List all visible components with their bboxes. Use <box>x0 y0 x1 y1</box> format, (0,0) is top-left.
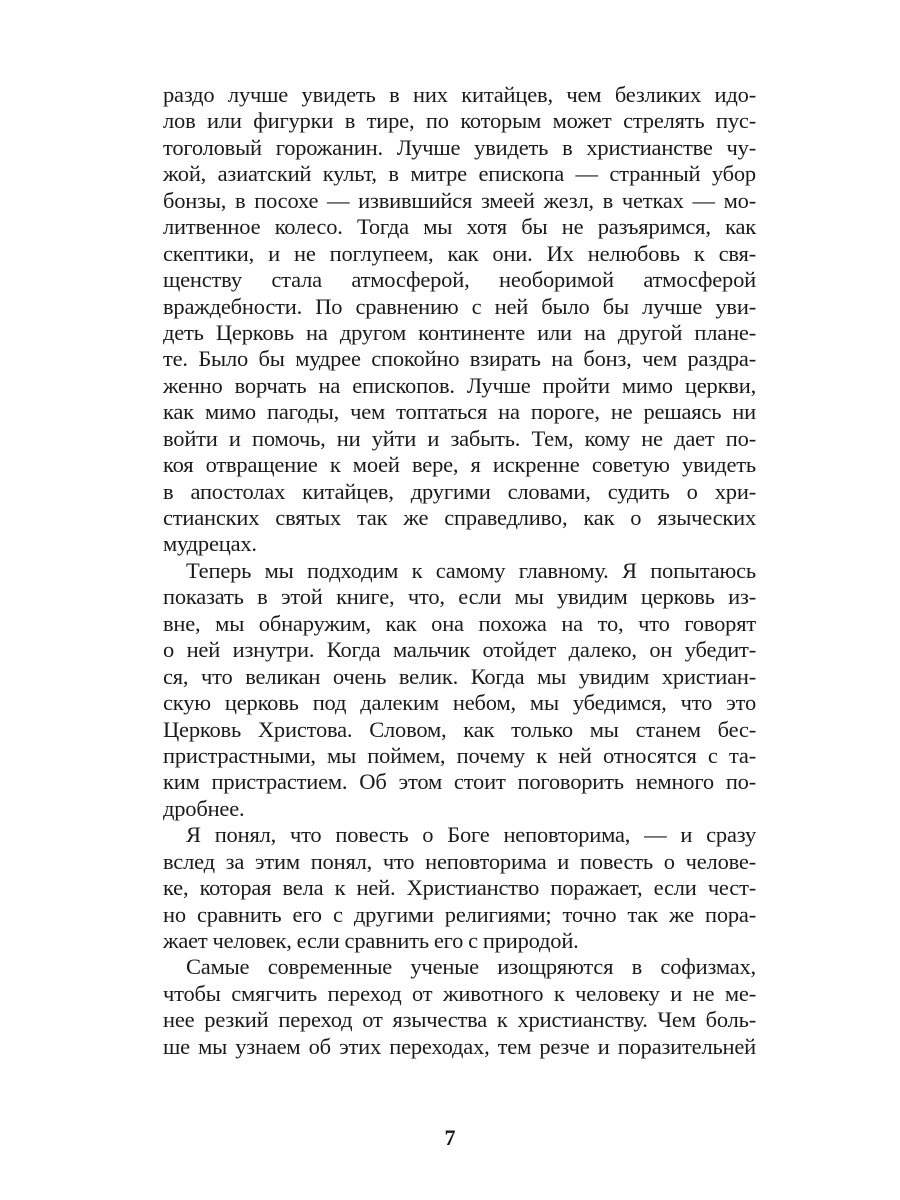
text-line: Я понял, что повесть о Боге неповторима, — и сразу <box>186 822 756 848</box>
text-line: жает человек, если сравнить его с природой. <box>163 928 579 953</box>
text-line: ше мы узнаем об этих переходах, тем резче и поразительней <box>163 1033 756 1059</box>
text-line: те. Было бы мудрее спокойно взирать на бонз, чем раздра- <box>163 346 756 372</box>
text-line: вне, мы обнаружим, как она похожа на то, что говорят <box>163 610 756 636</box>
text-line: показать в этой книге, что, если мы увидим церковь из- <box>163 584 756 610</box>
text-line: Теперь мы подходим к самому главному. Я попытаюсь <box>186 557 756 583</box>
paragraph-3 <box>163 822 756 954</box>
text-line: деть Церковь на другом континенте или на другой плане- <box>163 319 756 345</box>
text-line: лов или фигурки в тире, по которым может стрелять пус- <box>163 108 756 134</box>
text-line: нее резкий переход от язычества к христианству. Чем боль- <box>163 1007 756 1033</box>
paragraph-4 <box>163 954 756 1060</box>
text-line: коя отвращение к моей вере, я искренне советую увидеть <box>163 452 756 478</box>
text-line: в апостолах китайцев, другими словами, судить о хри- <box>163 478 756 504</box>
text-line: ким пристрастием. Об этом стоит поговорить немного по- <box>163 769 756 795</box>
text-line: щенству стала атмосферой, необоримой атмосферой <box>163 267 756 293</box>
paragraph-2 <box>163 558 756 822</box>
text-line: мудрецах. <box>163 531 257 557</box>
text-line: скептики, и не поглупеем, как они. Их нелюбовь к свя- <box>163 240 756 266</box>
text-line: тоголовый горожанин. Лучше увидеть в христианстве чу- <box>163 134 756 160</box>
text-line: как мимо пагоды, чем топтаться на пороге, не решаясь ни <box>163 399 756 425</box>
text-line: но сравнить его с другими религиями; точно так же пора- <box>163 901 756 927</box>
text-line: Церковь Христова. Словом, как только мы станем бес- <box>163 716 756 742</box>
text-line: ке, которая вела к ней. Христианство поражает, если чест- <box>163 875 756 901</box>
text-line: дробнее. <box>163 795 245 821</box>
text-line: войти и помочь, ни уйти и забыть. Тем, кому не дает по- <box>163 425 756 451</box>
text-line: стианских святых так же справедливо, как о языческих <box>163 505 756 530</box>
text-line: скую церковь под далеким небом, мы убедимся, что это <box>163 690 756 716</box>
paragraph-1 <box>163 82 756 558</box>
text-line: раздо лучше увидеть в них китайцев, чем безликих идо- <box>163 82 756 107</box>
text-line: враждебности. По сравнению с ней было бы лучше уви- <box>163 293 756 319</box>
text-line: ся, что великан очень велик. Когда мы увидим христиан- <box>163 663 756 689</box>
text-line: Самые современные ученые изощряются в софизмах, <box>186 954 756 980</box>
text-line: литвенное колесо. Тогда мы хотя бы не разъяримся, как <box>163 214 756 240</box>
text-line: вслед за этим понял, что неповторима и повесть о челове- <box>163 848 756 874</box>
text-line: бонзы, в посохе — извившийся змеей жезл, в четках — мо- <box>163 187 756 213</box>
body-text <box>163 82 756 1060</box>
text-line: о ней изнутри. Когда мальчик отойдет далеко, он убедит- <box>163 637 756 663</box>
text-line: жой, азиатский культ, в митре епископа — странный убор <box>163 161 756 187</box>
page-number: 7 <box>444 1125 456 1150</box>
text-line: чтобы смягчить переход от животного к человеку и не ме- <box>163 980 756 1006</box>
text-line: пристрастными, мы поймем, почему к ней относятся с та- <box>163 742 756 768</box>
text-line: женно ворчать на епископов. Лучше пройти мимо церкви, <box>163 372 756 398</box>
